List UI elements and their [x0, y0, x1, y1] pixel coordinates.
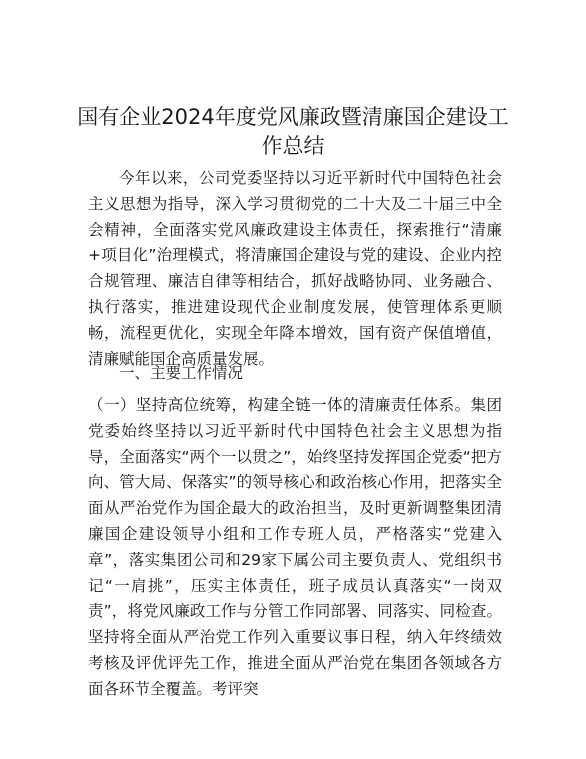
section-heading-main-work: 一、主要工作情况 — [119, 364, 244, 382]
subsection-heading-1: （一）坚持高位统筹，构建全链一体的清廉责任体系。 — [88, 396, 471, 414]
intro-paragraph: 今年以来，公司党委坚持以习近平新时代中国特色社会主义思想为指导，深入学习贯彻党的二十大及二十届三中全会精神，全面落实党风廉政建设主体责任，探索推行“清廉+项目化”治理模式，将清廉国企建设与党的建设、企业内控合规管理、廉洁自律等相结合，抓好战略协同、业务融合、执行落实，推进建设现代企业制度发展，使管理体系更顺畅，流程更优化，实现全年降本增效，国有资产保值增值，清廉赋能国企高质量发展。 — [88, 169, 502, 368]
document-title: 国有企业2024年度党风廉政暨清廉国企建设工作总结 — [77, 105, 509, 158]
paragraph-body: 集团党委始终坚持以习近平新时代中国特色社会主义思想为指导，全面落实“两个一以贯之”，始终坚持发挥国企党委“把方向、管大局、保落实”的领导核心和政治核心作用，把落实全面从严治党作为国企最大的政治担当，及时更新调整集团清廉国企建设领导小组和工作专班人员，严格落实“党建入章”，落实集团公司和29家下属公司主要负责人、党组织书记“一肩挑”，压实主体责任，班子成员认真落实“一岗双责”，将党风廉政工作与分管工作同部署、同落实、同检查。坚持将全面从严治党工作列入重要议事日程，纳入年终绩效考核及评优评先工作，推进全面从严治党在集团各领域各方面各环节全覆盖。考评突 — [88, 396, 502, 698]
paragraph-responsibility-system — [88, 393, 502, 703]
